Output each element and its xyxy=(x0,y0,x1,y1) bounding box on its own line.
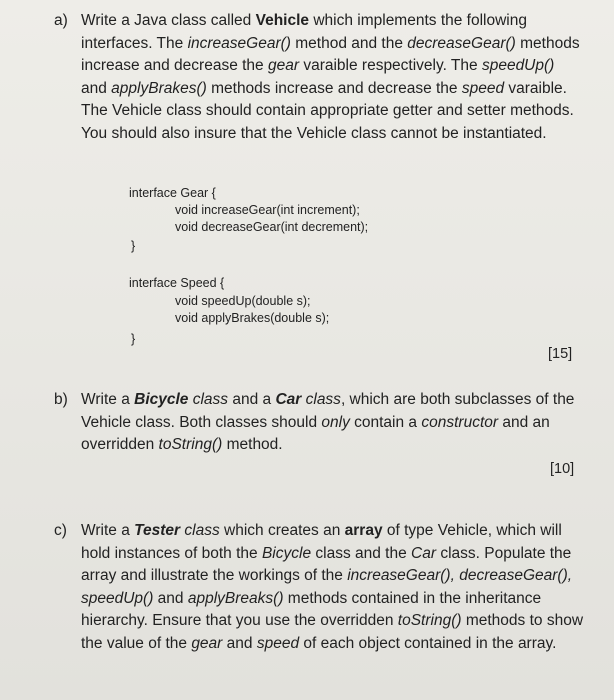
qa-s13: methods increase and decrease the xyxy=(206,79,462,97)
qb-tostring: toString() xyxy=(158,436,223,453)
question-a xyxy=(54,10,584,145)
qc-speed: speed xyxy=(256,634,300,652)
qb-s9: contain a xyxy=(349,413,422,431)
question-c-label: c) xyxy=(54,522,67,539)
code-speed-close: } xyxy=(131,332,136,346)
qa-speed: speed xyxy=(461,79,505,97)
code-speed-method-1: void speedUp(double s); xyxy=(175,294,311,308)
qa-s9: varaible respectively. The xyxy=(299,57,482,74)
qa-s3: which implements the following interfaces. The xyxy=(81,12,527,52)
qc-s3: class xyxy=(180,522,220,539)
qc-s20: of each object contained in the array. xyxy=(299,634,557,652)
qc-gear: gear xyxy=(191,634,223,652)
question-b-marks: [10] xyxy=(550,461,575,477)
qb-bicycle: Bicycle xyxy=(134,391,189,408)
qc-s18: and xyxy=(222,634,257,652)
qc-s16: methods to show the value of the xyxy=(81,612,584,652)
qc-tester: Tester xyxy=(134,522,181,539)
qb-s7: , which are both subclasses of the Vehicle class. Both classes should xyxy=(81,391,575,431)
code-gear-method-2: void decreaseGear(int decrement); xyxy=(175,220,369,234)
question-b-label: b) xyxy=(54,391,68,408)
qa-decrease-gear: decreaseGear() xyxy=(407,34,516,52)
qa-class-name: Vehicle xyxy=(255,12,310,29)
qa-increase-gear: increaseGear() xyxy=(187,34,291,52)
qa-s7: methods increase and decrease the xyxy=(81,34,580,74)
qc-s10: class. Populate the array and illustrate the workings of the xyxy=(81,544,572,584)
question-c xyxy=(54,520,584,655)
qa-s11: and xyxy=(81,79,112,97)
qb-car: Car xyxy=(275,391,302,408)
question-b xyxy=(54,389,584,457)
qc-s12: and xyxy=(153,589,188,607)
code-speed-open: interface Speed { xyxy=(129,276,225,290)
code-gear-method-1: void increaseGear(int increment); xyxy=(175,203,360,217)
question-b-text xyxy=(81,389,584,457)
qa-s1: Write a Java class called xyxy=(81,12,256,29)
qc-apply-breaks: applyBreaks() xyxy=(187,589,284,607)
qb-s4: and a xyxy=(228,391,276,408)
qc-s4: which creates an xyxy=(219,522,345,539)
question-a-text xyxy=(81,10,584,145)
qa-gear: gear xyxy=(267,57,300,74)
qc-s6: of type Vehicle, which will hold instances of both the xyxy=(81,522,562,562)
qb-only: only xyxy=(321,413,350,431)
question-c-text xyxy=(81,520,584,655)
qc-array: array xyxy=(344,522,383,539)
code-gear-open: interface Gear { xyxy=(129,186,216,200)
qb-s1: Write a xyxy=(81,391,135,408)
qc-methods: increaseGear(), decreaseGear(), speedUp() xyxy=(81,567,573,607)
qa-speed-up: speedUp() xyxy=(481,57,555,74)
qb-s3: class xyxy=(188,391,229,408)
qb-s13: method. xyxy=(222,436,283,453)
qa-apply-brakes: applyBrakes() xyxy=(111,79,207,97)
qc-s14: methods contained in the inheritance hierarchy. Ensure that you use the overridden xyxy=(81,589,542,629)
qc-s1: Write a xyxy=(81,522,135,539)
question-a-marks: [15] xyxy=(548,346,573,362)
qc-s8: class and the xyxy=(311,544,412,562)
qb-s11: and an overridden xyxy=(81,413,550,453)
qa-s15: varaible. The Vehicle class should contain appropriate getter and setter methods. You should also insure that the Vehicle class cannot be instantiated. xyxy=(81,79,574,142)
qb-s6: class xyxy=(301,391,341,408)
code-speed-method-2: void applyBrakes(double s); xyxy=(175,311,330,325)
qc-tostring: toString() xyxy=(397,612,462,629)
question-a-label: a) xyxy=(54,12,68,29)
qa-s5: method and the xyxy=(290,34,408,52)
qb-constructor: constructor xyxy=(421,413,499,431)
qc-car: Car xyxy=(411,544,437,562)
code-gear-close: } xyxy=(131,239,136,253)
qc-bicycle: Bicycle xyxy=(261,544,312,562)
